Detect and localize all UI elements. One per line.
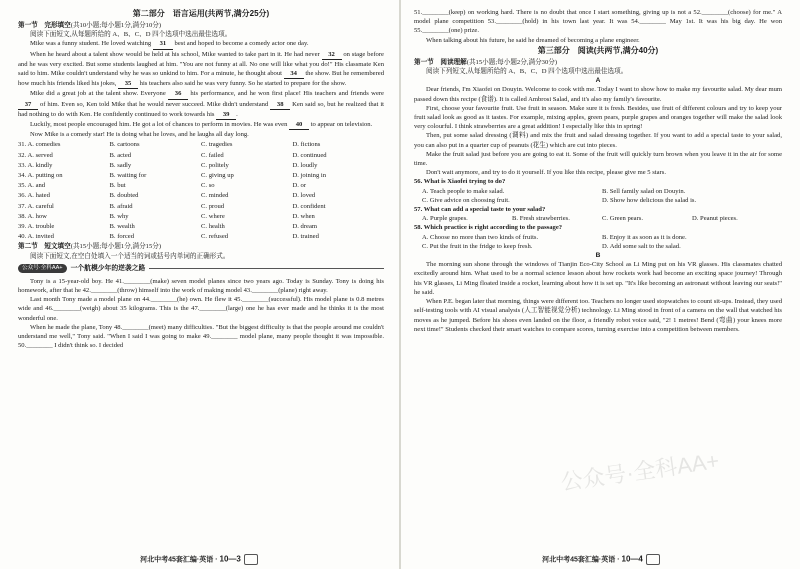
option-choice: 38. A. how	[18, 212, 47, 220]
option-choice: 32. A. served	[18, 151, 53, 159]
cloze-text: his performance, and he won first place! His teachers and friends were	[188, 90, 384, 98]
cloze-ending: Now Mike is a comedy star! He is doing what he loves, and he laughs all day long.	[30, 131, 249, 139]
cloze-paragraph	[18, 120, 384, 130]
cloze-blank: 36	[168, 89, 188, 99]
option-choice: D. when	[292, 212, 315, 220]
option-row	[18, 151, 384, 160]
reading-instruction: 阅读下列短文,从每题所给的 A、B、C、D 四个选项中选出最佳选项。	[426, 68, 628, 76]
fill-passage-continued	[414, 8, 782, 45]
cloze-text: his teachers also said he was very funny. So he started to prepare for the show.	[138, 80, 347, 88]
question-56-options	[414, 187, 782, 205]
option-choice: D. loudly	[292, 161, 318, 169]
option-choice: B. waiting for	[109, 172, 147, 180]
option-row	[18, 161, 384, 170]
cloze-paragraph	[18, 39, 384, 49]
answer-choice: B. Sell family salad on Douyin.	[602, 187, 686, 195]
cloze-text: Ken said so, but he realized that it had nothing to do with Ken. He confidently continued to work towards his	[18, 100, 384, 118]
answer-choice: A. Teach people to make salad.	[422, 187, 505, 195]
cloze-text: When he heard about a talent show would be held at his school, Mike wanted to take part in it. He had never	[30, 50, 322, 58]
option-row	[18, 140, 384, 149]
cloze-text: best and hoped to become a comedy actor one day.	[172, 40, 309, 48]
fill-heading: 第二节 短文填空(共15小题;每小题1分,满分15分)	[18, 243, 162, 251]
banner-title: 一个航模少年的逆袭之路	[70, 265, 146, 273]
option-row	[18, 212, 384, 221]
passage-a-paragraph: Don't wait anymore, and try to do it yourself. If you like this recipe, please give me 5 stars.	[426, 169, 666, 177]
question-57-options	[414, 214, 782, 223]
cloze-text: the show. But he remembered how much his friends liked his jokes,	[18, 70, 384, 88]
question-58-options	[414, 233, 782, 251]
cloze-blank: 34	[284, 69, 304, 79]
option-choice: 31. A. comedies	[18, 141, 61, 149]
page-gutter	[399, 0, 401, 569]
passage-banner	[18, 263, 384, 275]
banner-rule	[149, 268, 384, 269]
option-choice: 37. A. careful	[18, 202, 54, 210]
passage-a-paragraph: First, choose your favourite fruit. Use fruit in season. Make sure it is fresh. Besides, use fruit of different colours and try to keep your fruit salad look as good as it tastes. For example, mixing apples, green pears, purple grapes and oranges together will make the salad look very colourful. I think strawberries are a great addition! I especially like this in spring!	[414, 104, 782, 131]
option-choice: C. proud	[201, 202, 225, 210]
option-choice: D. fictions	[292, 141, 321, 149]
option-choice: C. health	[201, 223, 225, 231]
cloze-blank: 32	[322, 50, 342, 60]
answer-choice: A. Choose no more than two kinds of fruits.	[422, 233, 539, 241]
passage-a-label: A	[595, 77, 601, 85]
passage-b-paragraph: The morning sun shone through the windows of Tianjin Eco-City School as Li Ming put on his VR glasses. His classmates chatted excitedly around him. What used to be a normal science lesson about how rockets work had become an exciting space journey! Through his VR glasses, Li Ming floated inside a rocket, learning about how it is set up. "It's like becoming an astronaut without leaving our seats!" he said.	[414, 261, 782, 296]
option-choice: 39. A. trouble	[18, 223, 55, 231]
option-choice: 36. A. hated	[18, 192, 50, 200]
cloze-paragraph	[18, 89, 384, 120]
cloze-blank: 31	[153, 39, 173, 49]
option-choice: 35. A. and	[18, 182, 46, 190]
cloze-blank: 40	[289, 120, 309, 130]
right-footer: 河北中考45套汇编·英语 · 10—4	[402, 554, 800, 565]
option-choice: D. trained	[292, 233, 319, 241]
option-choice: B. why	[109, 212, 129, 220]
left-page	[0, 0, 398, 569]
fill-paragraph: Last month Tony made a model plane on 44.________(he) own. He flew it 45.________(successful). His model plane is 0.8 metres wide and 46.________(weigh) about 35 kilograms. This is the 47.________(large) one he has ever made and he thinks it is the most wonderful one.	[18, 296, 384, 322]
answer-choice: C. Green pears.	[602, 215, 644, 223]
option-row	[18, 171, 384, 180]
passage-a	[414, 85, 782, 177]
cloze-text: Luckily, most people encouraged him. He got a lot of chances to perform in movies. He was even	[30, 121, 290, 129]
part-three-title: 第三部分 阅读(共两节,满分40分)	[537, 45, 659, 55]
left-footer: 河北中考45套汇编·英语 · 10—3	[0, 554, 398, 565]
seal-icon	[244, 554, 258, 565]
option-choice: B. acted	[109, 151, 132, 159]
question-56: 56. What is Xiaofei trying to do?	[414, 178, 506, 186]
cloze-instruction: 阅读下面短文,从每题所给的 A、B、C、D 四个选项中选出最佳选项。	[30, 31, 232, 39]
option-choice: 33. A. kindly	[18, 161, 53, 169]
answer-choice: B. Fresh strawberries.	[512, 215, 570, 223]
option-row	[18, 181, 384, 190]
option-choice: D. or	[292, 182, 307, 190]
option-row	[18, 202, 384, 211]
page-number-left: 10—3	[219, 554, 241, 564]
watermark-text: 公众号·全科AA+	[559, 448, 721, 495]
option-choice: B. doubted	[109, 192, 139, 200]
passage-b-label: B	[595, 252, 601, 260]
option-choice: C. minded	[201, 192, 229, 200]
answer-choice: D. Add some salt to the salad.	[602, 242, 681, 250]
option-choice: D. loved	[292, 192, 316, 200]
passage-b	[414, 260, 782, 334]
answer-choice: D. Peanut pieces.	[692, 215, 738, 223]
passage-b-paragraph: When P.E. began later that morning, things were different too. Teachers no longer used stopwatches to count sit-ups. Instead, they used self-testing tools with AI visual analysis (人工智能视觉分析) technology. Li Ming stood in front of a camera on the wall that watched his moves as he jumped. Before his shoes even landed on the floor, a friendly robot voice said, "2! 1 metres! Bend (弯曲) your knees more next time!" Students checked their smart watches to compare scores, turning exercise into a competition between members.	[414, 298, 782, 333]
question-58: 58. Which practice is right according to the passage?	[414, 224, 563, 232]
cloze-text: Mike was a funny student. He loved watching	[30, 40, 153, 48]
option-choice: D. confident	[292, 202, 326, 210]
cloze-text: on stage before and he was very excited. But some students laughed at him. "You are not funny at all. No one will like what you do!" His classmate Ken said to him. Mike couldn't understand why he was so unkind to him. For a minute, he thought about	[18, 50, 384, 78]
answer-choice: A. Purple grapes.	[422, 215, 468, 223]
option-choice: B. but	[109, 182, 126, 190]
passage-a-paragraph: Make the fruit salad just before you are going to eat it. Some of the fruit will quickly turn brown when you leave it in the air for some time.	[414, 150, 782, 168]
option-choice: D. joining in	[292, 172, 327, 180]
option-choice: D. dream	[292, 223, 318, 231]
cloze-options	[18, 140, 384, 241]
seal-icon	[646, 554, 660, 565]
cloze-blank: 39	[216, 110, 236, 120]
cloze-text: of him. Even so, Ken told Mike that he would never succeed. Mike didn't understand	[38, 100, 271, 108]
option-choice: 34. A. putting on	[18, 172, 63, 180]
cloze-blank: 35	[118, 79, 138, 89]
option-choice: 40. A. invited	[18, 233, 54, 241]
option-choice: C. politely	[201, 161, 229, 169]
answer-choice: B. Enjoy it as soon as it is done.	[602, 233, 687, 241]
fill-paragraph: When talking about his future, he said he dreamed of becoming a plane engineer.	[426, 36, 640, 44]
answer-choice: D. Show how delicious the salad is.	[602, 196, 697, 204]
fill-instruction: 阅读下面短文,在空白处填入一个适当的词或括号内单词的正确形式。	[30, 252, 230, 260]
cloze-blank: 37	[18, 100, 38, 110]
option-choice: C. where	[201, 212, 225, 220]
fill-paragraph: Tony is a 15-year-old boy. He 41.________(make) seven model planes since two years ago. Today is Sunday. Tony is doing his homework, after that he 42.________(throw) himself into the work of making model 43.________(plane) right away.	[18, 277, 384, 295]
option-choice: B. forced	[109, 233, 135, 241]
cloze-passage	[18, 39, 384, 130]
option-choice: B. afraid	[109, 202, 133, 210]
passage-a-paragraph: Then, put some salad dressing (调料) and mix the fruit and salad dressing together. If you want to add a special taste to your salad, you can also put in a quarter cup of peanuts (花生) which are cut into pieces.	[414, 132, 782, 149]
reading-heading: 第一节 阅读理解(共15小题;每小题2分,满分30分)	[414, 58, 558, 66]
option-choice: C. giving up	[201, 172, 234, 180]
passage-a-paragraph: Dear friends, I'm Xiaofei on Douyin. Welcome to cook with me. Today I want to show how to make my favourite salad. My dear mum passed down this recipe (食谱). It is called Ambrosi Salad, and it's also my family's favourite.	[414, 86, 782, 103]
option-choice: D. continued	[292, 151, 327, 159]
option-row	[18, 222, 384, 231]
option-choice: C. refused	[201, 233, 229, 241]
cloze-heading: 第一节 完形填空(共10小题;每小题1分,满分10分)	[18, 22, 162, 29]
part-two-title: 第二部分 语言运用(共两节,满分25分)	[132, 9, 270, 18]
fill-passage	[18, 277, 384, 351]
question-57: 57. What can add a special taste to your salad?	[414, 206, 546, 214]
page-number-right: 10—4	[621, 554, 643, 564]
option-choice: C. failed	[201, 151, 224, 159]
cloze-text: Mike did a great job at the talent show. Everyone	[30, 90, 169, 98]
fill-paragraph: 51.________(keep) on working hard. There is no doubt that once I start something, giving up is not a 52.________(choose) for me." A model plane competition 53.________(hold) in his town last year. It was 54.________ May 1st. It was his big day. He won 55.________(one) prize.	[414, 9, 782, 35]
option-row	[18, 191, 384, 200]
cloze-blank: 38	[270, 100, 290, 110]
answer-choice: C. Put the fruit in the fridge to keep fresh.	[422, 242, 533, 250]
answer-choice: C. Give advice on choosing fruit.	[422, 196, 510, 204]
option-choice: B. cartoons	[109, 141, 140, 149]
option-choice: C. tragedies	[201, 141, 233, 149]
cloze-text: .	[236, 110, 238, 118]
option-choice: B. wealth	[109, 223, 135, 231]
option-choice: C. so	[201, 182, 215, 190]
cloze-text: to appear on television.	[309, 121, 373, 129]
option-row	[18, 232, 384, 241]
cloze-paragraph	[18, 50, 384, 90]
fill-paragraph: When he made the plane, Tony 48.________(meet) many difficulties. "But the biggest difficulty is that the people around me couldn't understand me well," Tony said. "When I said I was going to make 49.________ model plane, many people thought it was impossible. 50.________ I didn't think so. I decided	[18, 323, 384, 350]
option-choice: B. sadly	[109, 161, 132, 169]
banner-tag: 公众号·全科AA+	[18, 264, 67, 273]
